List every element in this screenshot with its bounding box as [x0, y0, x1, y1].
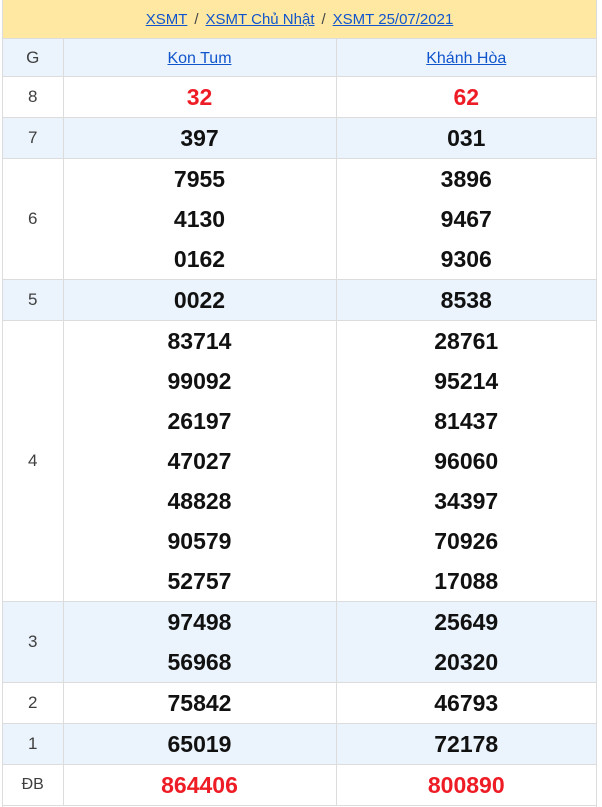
prize-number: 20320	[434, 649, 499, 675]
prize-number: 7955	[173, 166, 226, 192]
kon-tum-link[interactable]: Kon Tum	[167, 49, 232, 67]
prize-number: 17088	[434, 568, 499, 594]
prize-number: 83714	[167, 328, 232, 354]
prize-row-db	[3, 765, 596, 806]
prize-number: 90579	[167, 528, 232, 554]
prize-number: 52757	[167, 568, 232, 594]
results-table	[3, 38, 596, 805]
prize-number: 4130	[173, 206, 226, 232]
prize-number: 65019	[167, 731, 232, 757]
prize-number: 97498	[167, 609, 232, 635]
results-panel	[2, 0, 597, 807]
prize-number: 800890	[427, 772, 505, 798]
prize-row-2	[3, 683, 596, 724]
prize-row-label: 6	[3, 159, 63, 280]
g-column-header: G	[3, 39, 63, 77]
prize-number: 95214	[434, 368, 499, 394]
prize-number: 28761	[434, 328, 499, 354]
breadcrumb	[3, 0, 596, 38]
prize-number: 9306	[440, 246, 492, 272]
prize-number: 48828	[167, 488, 232, 514]
prize-number: 864406	[161, 772, 238, 798]
prize-row-8	[3, 77, 596, 118]
prize-row-label: 8	[3, 77, 63, 118]
prize-row-label: 3	[3, 602, 63, 683]
prize-row-5	[3, 280, 596, 321]
prize-number: 0162	[173, 246, 226, 272]
prize-number: 26197	[167, 408, 232, 434]
prize-number: 96060	[434, 448, 499, 474]
prize-row-label: 2	[3, 683, 63, 724]
prize-number: 34397	[434, 488, 499, 514]
prize-number: 81437	[434, 408, 499, 434]
prize-row-label: 1	[3, 724, 63, 765]
prize-number: 397	[180, 125, 219, 151]
prize-row-label: 5	[3, 280, 63, 321]
breadcrumb-separator: /	[321, 10, 326, 28]
prize-row-7	[3, 118, 596, 159]
prize-number: 9467	[440, 206, 492, 232]
prize-number: 70926	[434, 528, 499, 554]
prize-number: 3896	[440, 166, 492, 192]
prize-number: 56968	[167, 649, 232, 675]
column-header-kon-tum	[63, 39, 336, 77]
prize-number: 031	[447, 125, 486, 151]
breadcrumb-link-xsmt[interactable]: XSMT	[145, 10, 188, 28]
prize-row-label: ĐB	[3, 765, 63, 806]
prize-row-label: 7	[3, 118, 63, 159]
prize-row-4	[3, 321, 596, 602]
prize-number: 72178	[434, 731, 499, 757]
prize-number: 0022	[173, 287, 226, 313]
breadcrumb-separator: /	[194, 10, 199, 28]
column-header-khanh-hoa	[336, 39, 596, 77]
prize-row-label: 4	[3, 321, 63, 602]
prize-number: 46793	[434, 690, 499, 716]
breadcrumb-link-xsmt-chu-nhat[interactable]: XSMT Chủ Nhật	[205, 10, 315, 28]
prize-number: 32	[186, 84, 213, 110]
prize-row-3	[3, 602, 596, 683]
prize-number: 75842	[167, 690, 232, 716]
prize-row-1	[3, 724, 596, 765]
prize-number: 25649	[434, 609, 499, 635]
khanh-hoa-link[interactable]: Khánh Hòa	[426, 49, 507, 67]
prize-number: 8538	[440, 287, 492, 313]
prize-number: 62	[453, 84, 480, 110]
table-header-row	[3, 39, 596, 77]
prize-number: 47027	[167, 448, 232, 474]
prize-row-6	[3, 159, 596, 280]
prize-number: 99092	[167, 368, 232, 394]
breadcrumb-link-xsmt-date[interactable]: XSMT 25/07/2021	[332, 10, 454, 28]
